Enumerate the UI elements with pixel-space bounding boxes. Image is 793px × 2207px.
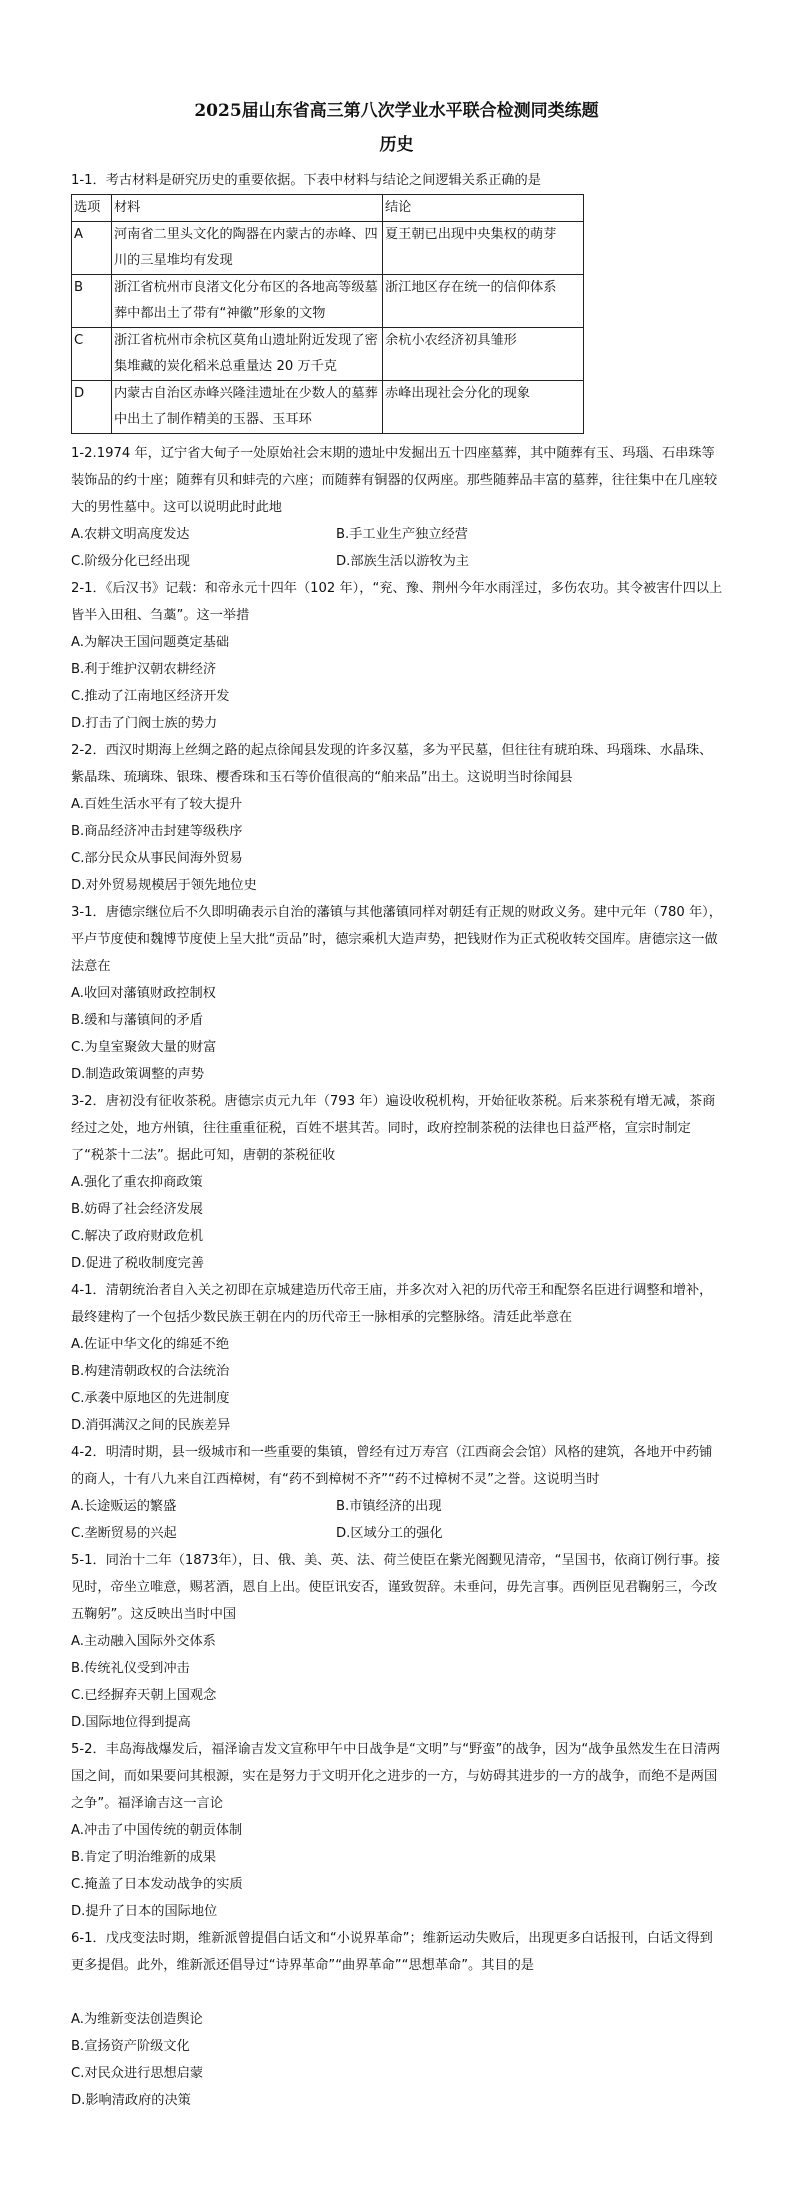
table-cell-conclusion: 余杭小农经济初具雏形 — [383, 328, 584, 381]
table-header: 选项 — [72, 195, 112, 222]
option-a: A.为解决王国问题奠定基础 — [71, 635, 230, 650]
question-3-1-stem: 3-1．唐德宗继位后不久即明确表示自治的藩镇与其他藩镇同样对朝廷有正规的财政义务。建中元年（780 年），平卢节度使和魏博节度使上呈大批“贡品”时，德宗乘机大造声势，把钱财作为正式税收转交国库。唐德宗这一做法意在 — [71, 905, 722, 974]
question-5-2-stem: 5-2．丰岛海战爆发后，福泽谕吉发文宣称甲午中日战争是“文明”与“野蛮”的战争，因为“战争虽然发生在日清两国之间，而如果要问其根源，实在是努力于文明开化之进步的一方，与妨碍其进步的一方的战争，而绝不是两国之争”。福泽谕吉这一言论 — [71, 1742, 721, 1811]
option-b: B.缓和与藩镇间的矛盾 — [71, 1013, 203, 1028]
option-d: D.区域分工的强化 — [336, 1526, 443, 1541]
table-row — [72, 381, 584, 434]
option-a: A.强化了重农抑商政策 — [71, 1175, 203, 1190]
option-c: C.阶级分化已经出现 — [71, 554, 190, 569]
option-c: C.为皇室聚敛大量的财富 — [71, 1040, 217, 1055]
question-2-2-stem: 2-2．西汉时期海上丝绸之路的起点徐闻县发现的许多汉墓，多为平民墓，但往往有琥珀珠、玛瑙珠、水晶珠、紫晶珠、琉璃珠、银珠、樱香珠和玉石等价值很高的“舶来品”出土。这说明当时徐闻县 — [71, 743, 713, 785]
option-b: B.妨碍了社会经济发展 — [71, 1202, 203, 1217]
question-1-1-stem: 1-1．考古材料是研究历史的重要依据。下表中材料与结论之间逻辑关系正确的是 — [71, 173, 541, 188]
question-3-2-stem: 3-2．唐初没有征收茶税。唐德宗贞元九年（793 年）遍设收税机构，开始征收茶税。后来茶税有增无减，茶商经过之处，地方州镇，往往重重征税，百姓不堪其苦。同时，政府控制茶税的法律也日益严格，宣宗时制定了“税茶十二法”。据此可知，唐朝的茶税征收 — [71, 1094, 716, 1163]
option-a: A.百姓生活水平有了较大提升 — [71, 797, 243, 812]
option-b: B.肯定了明治维新的成果 — [71, 1850, 217, 1865]
option-c: C.垄断贸易的兴起 — [71, 1526, 177, 1541]
option-b: B.构建清朝政权的合法统治 — [71, 1364, 230, 1379]
option-b: B.手工业生产独立经营 — [336, 527, 468, 542]
option-a: A.收回对藩镇财政控制权 — [71, 986, 216, 1001]
table-cell-option: A — [72, 222, 112, 275]
option-d: D.部族生活以游牧为主 — [336, 554, 470, 569]
option-b: B.利于维护汉朝农耕经济 — [71, 662, 217, 677]
table-cell-option: B — [72, 275, 112, 328]
option-d: D.打击了门阀士族的势力 — [71, 716, 218, 731]
option-d: D.制造政策调整的声势 — [71, 1067, 205, 1082]
option-a: A.主动融入国际外交体系 — [71, 1634, 216, 1649]
table-cell-conclusion: 浙江地区存在统一的信仰体系 — [383, 275, 584, 328]
option-c: C.解决了政府财政危机 — [71, 1229, 204, 1244]
option-a: A.为维新变法创造舆论 — [71, 2012, 203, 2027]
option-a: A.农耕文明高度发达 — [71, 527, 190, 542]
source-table — [71, 194, 584, 434]
question-6-1-stem: 6-1．戊戌变法时期，维新派曾提倡白话文和“小说界革命”；维新运动失败后，出现更多白话报刊，白话文得到更多提倡。此外，维新派还倡导过“诗界革命”“曲界革命”“思想革命”。其目的是 — [71, 1931, 713, 1973]
option-d: D.国际地位得到提高 — [71, 1715, 191, 1730]
table-header-row — [72, 195, 584, 222]
option-b: B.传统礼仪受到冲击 — [71, 1661, 190, 1676]
table-row — [72, 328, 584, 381]
option-c: C.掩盖了日本发动战争的实质 — [71, 1877, 243, 1892]
question-2-1-stem: 2-1．《后汉书》记载：和帝永元十四年（102 年），“兖、豫、荆州今年水雨淫过，多伤农功。其令被害什四以上皆半入田租、刍藁”。这一举措 — [71, 581, 723, 623]
option-b: B.商品经济冲击封建等级秩序 — [71, 824, 243, 839]
option-b: B.市镇经济的出现 — [336, 1499, 442, 1514]
option-d: D.促进了税收制度完善 — [71, 1256, 205, 1271]
option-b: B.宣扬资产阶级文化 — [71, 2039, 190, 2054]
option-d: D.对外贸易规模居于领先地位史 — [71, 878, 257, 893]
option-c: C.已经摒弃天朝上国观念 — [71, 1688, 217, 1703]
subject-title: 历史 — [379, 135, 414, 155]
table-row — [72, 275, 584, 328]
question-1-2-stem: 1-2.1974 年，辽宁省大甸子一处原始社会末期的遗址中发掘出五十四座墓葬，其中随葬有玉、玛瑙、石串珠等装饰品的约十座；随葬有贝和蚌壳的六座；而随葬有铜器的仅两座。那些随葬品丰富的墓葬，往往集中在几座较大的男性墓中。这可以说明此时此地 — [71, 446, 718, 515]
question-4-2-stem: 4-2．明清时期，县一级城市和一些重要的集镇，曾经有过万寿宫（江西商会会馆）风格的建筑，各地开中药铺的商人，十有八九来自江西樟树，有“药不到樟树不齐”“药不过樟树不灵”之誉。这说明当时 — [71, 1445, 713, 1487]
option-d: D.提升了日本的国际地位 — [71, 1904, 218, 1919]
option-c: C.部分民众从事民间海外贸易 — [71, 851, 243, 866]
question-5-1-stem: 5-1．同治十二年（1873年），日、俄、美、英、法、荷兰使臣在紫光阁觐见清帝，“呈国书，依商订例行事。接见时，帝坐立唯意，赐茗酒，恩自上出。使臣讯安否，谨致贺辞。未垂问，毋先言事。西例臣见君鞠躬三，今改五鞠躬”。这反映出当时中国 — [71, 1553, 720, 1622]
table-cell-conclusion: 夏王朝已出现中央集权的萌芽 — [383, 222, 584, 275]
table-header: 材料 — [112, 195, 383, 222]
table-row — [72, 222, 584, 275]
table-cell-material: 内蒙古自治区赤峰兴隆洼遗址在少数人的墓葬中出土了制作精美的玉器、玉耳环 — [112, 381, 383, 434]
table-cell-material: 浙江省杭州市良渚文化分布区的各地高等级墓葬中都出土了带有“神徽”形象的文物 — [112, 275, 383, 328]
option-d: D.影响清政府的决策 — [71, 2093, 191, 2108]
option-c: C.承袭中原地区的先进制度 — [71, 1391, 230, 1406]
option-d: D.消弭满汉之间的民族差异 — [71, 1418, 231, 1433]
option-a: A.长途贩运的繁盛 — [71, 1499, 177, 1514]
table-cell-conclusion: 赤峰出现社会分化的现象 — [383, 381, 584, 434]
option-a: A.佐证中华文化的绵延不绝 — [71, 1337, 230, 1352]
question-4-1-stem: 4-1．清朝统治者自入关之初即在京城建造历代帝王庙，并多次对入祀的历代帝王和配祭名臣进行调整和增补，最终建构了一个包括少数民族王朝在内的历代帝王一脉相承的完整脉络。清廷此举意在 — [71, 1283, 713, 1325]
option-c: C.对民众进行思想启蒙 — [71, 2066, 204, 2081]
table-cell-material: 浙江省杭州市余杭区莫角山遗址附近发现了密集堆藏的炭化稻米总重量达 20 万千克 — [112, 328, 383, 381]
exam-title: 2025届山东省高三第八次学业水平联合检测同类练题 — [194, 101, 599, 121]
table-cell-material: 河南省二里头文化的陶器在内蒙古的赤峰、四川的三星堆均有发现 — [112, 222, 383, 275]
table-header: 结论 — [383, 195, 584, 222]
table-cell-option: C — [72, 328, 112, 381]
option-a: A.冲击了中国传统的朝贡体制 — [71, 1823, 243, 1838]
table-cell-option: D — [72, 381, 112, 434]
option-c: C.推动了江南地区经济开发 — [71, 689, 230, 704]
